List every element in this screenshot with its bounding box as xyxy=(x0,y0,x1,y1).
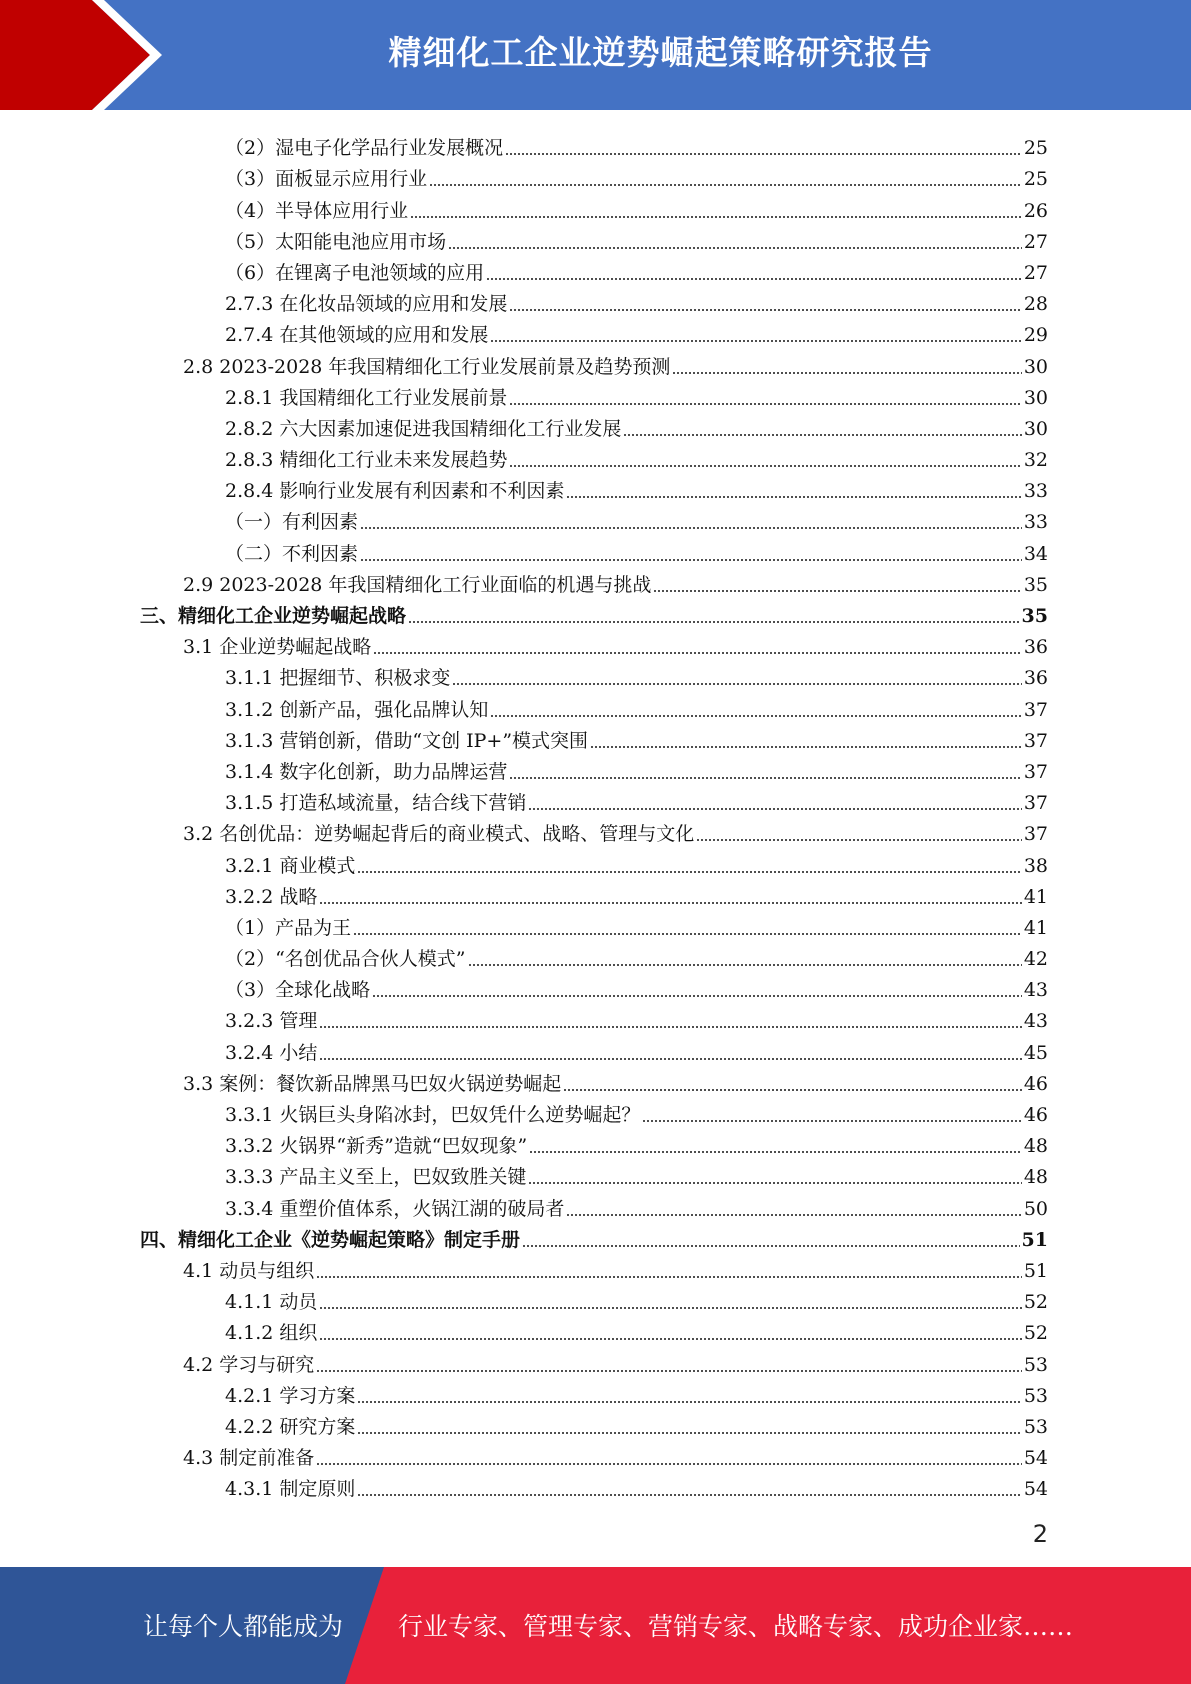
toc-dot-leader xyxy=(357,1494,1021,1496)
toc-entry[interactable] xyxy=(140,565,1048,596)
toc-entry-title: （2）湿电子化学品行业发展概况 xyxy=(225,137,504,160)
toc-entry-page: 41 xyxy=(1023,885,1048,908)
toc-entry-page: 29 xyxy=(1023,324,1048,347)
toc-entry-title: （3）面板显示应用行业 xyxy=(225,168,428,191)
toc-entry-title: 3.2.1 商业模式 xyxy=(225,854,356,877)
toc-dot-leader xyxy=(509,777,1021,779)
toc-dot-leader xyxy=(373,652,1022,654)
toc-entry[interactable] xyxy=(140,658,1048,689)
toc-entry[interactable] xyxy=(140,315,1048,346)
toc-entry[interactable] xyxy=(140,1032,1048,1063)
toc-dot-leader xyxy=(509,403,1021,405)
toc-dot-leader xyxy=(505,153,1022,155)
toc-dot-leader xyxy=(509,465,1021,467)
toc-entry-page: 30 xyxy=(1023,355,1048,378)
toc-entry-title: 3.2 名创优品：逆势崛起背后的商业模式、战略、管理与文化 xyxy=(183,823,695,846)
toc-entry[interactable] xyxy=(140,1064,1048,1095)
toc-dot-leader xyxy=(372,995,1022,997)
toc-entry-title: 2.7.4 在其他领域的应用和发展 xyxy=(225,324,489,347)
toc-entry-title: 3.3 案例：餐饮新品牌黑马巴奴火锅逆势崛起 xyxy=(183,1072,562,1095)
toc-dot-leader xyxy=(319,1058,1021,1060)
toc-entry-page: 42 xyxy=(1023,948,1048,971)
toc-dot-leader xyxy=(357,871,1021,873)
toc-entry-title: 4.2.1 学习方案 xyxy=(225,1384,356,1407)
toc-dot-leader xyxy=(452,683,1021,685)
toc-entry-title: 4.2 学习与研究 xyxy=(183,1353,315,1376)
toc-entry-page: 46 xyxy=(1023,1072,1048,1095)
toc-dot-leader xyxy=(353,933,1022,935)
toc-entry[interactable] xyxy=(140,1376,1048,1407)
toc-entry[interactable] xyxy=(140,346,1048,377)
toc-entry-page: 53 xyxy=(1023,1384,1048,1407)
toc-entry-page: 52 xyxy=(1023,1322,1048,1345)
toc-entry[interactable] xyxy=(140,1407,1048,1438)
toc-dot-leader xyxy=(590,746,1022,748)
toc-entry-title: 2.8.1 我国精细化工行业发展前景 xyxy=(225,386,508,409)
toc-entry[interactable] xyxy=(140,409,1048,440)
toc-entry[interactable] xyxy=(140,752,1048,783)
toc-dot-leader xyxy=(357,1401,1021,1403)
toc-entry-page: 33 xyxy=(1023,480,1048,503)
toc-entry[interactable] xyxy=(140,502,1048,533)
toc-entry[interactable] xyxy=(140,1313,1048,1344)
toc-dot-leader xyxy=(566,496,1021,498)
toc-entry-page: 35 xyxy=(1021,605,1048,627)
toc-entry-title: 3.1.1 把握细节、积极求变 xyxy=(225,667,451,690)
toc-entry-title: 3.2.4 小结 xyxy=(225,1041,318,1064)
toc-entry[interactable] xyxy=(140,471,1048,502)
toc-entry[interactable] xyxy=(140,1251,1048,1282)
toc-entry-title: 3.1.2 创新产品，强化品牌认知 xyxy=(225,698,489,721)
toc-entry-title: （4）半导体应用行业 xyxy=(225,199,409,222)
toc-dot-leader xyxy=(319,902,1021,904)
toc-dot-leader xyxy=(566,1214,1021,1216)
toc-entry-title: 2.8 2023-2028 年我国精细化工行业发展前景及趋势预测 xyxy=(183,355,671,378)
toc-entry[interactable] xyxy=(140,253,1048,284)
toc-dot-leader xyxy=(448,247,1022,249)
toc-entry-page: 27 xyxy=(1023,261,1048,284)
toc-entry[interactable] xyxy=(140,284,1048,315)
toc-dot-leader xyxy=(319,1338,1021,1340)
toc-dot-leader xyxy=(316,1463,1022,1465)
toc-entry-title: 3.2.3 管理 xyxy=(225,1010,318,1033)
toc-entry[interactable] xyxy=(140,970,1048,1001)
toc-entry-title: 3.3.3 产品主义至上，巴奴致胜关键 xyxy=(225,1166,527,1189)
table-of-contents xyxy=(140,128,1048,1500)
toc-dot-leader xyxy=(316,1276,1022,1278)
toc-entry[interactable] xyxy=(140,783,1048,814)
toc-entry-title: 4.3 制定前准备 xyxy=(183,1447,315,1470)
toc-entry[interactable] xyxy=(140,1095,1048,1126)
toc-entry-page: 37 xyxy=(1023,698,1048,721)
toc-entry-page: 33 xyxy=(1023,511,1048,534)
toc-entry[interactable] xyxy=(140,1001,1048,1032)
toc-entry-title: 2.9 2023-2028 年我国精细化工行业面临的机遇与挑战 xyxy=(183,573,652,596)
toc-dot-leader xyxy=(490,340,1021,342)
toc-entry-page: 28 xyxy=(1023,293,1048,316)
toc-entry-title: （3）全球化战略 xyxy=(225,979,371,1002)
toc-entry[interactable] xyxy=(140,1344,1048,1375)
toc-entry-title: 3.3.4 重塑价值体系，火锅江湖的破局者 xyxy=(225,1197,565,1220)
toc-entry[interactable] xyxy=(140,1438,1048,1469)
toc-entry[interactable] xyxy=(140,939,1048,970)
toc-entry-title: 4.2.2 研究方案 xyxy=(225,1415,356,1438)
toc-dot-leader xyxy=(316,1370,1022,1372)
toc-entry-title: 3.3.1 火锅巨头身陷冰封，巴奴凭什么逆势崛起？ xyxy=(225,1104,641,1126)
toc-entry-title: 2.8.2 六大因素加速促进我国精细化工行业发展 xyxy=(225,417,622,440)
toc-entry[interactable] xyxy=(140,1188,1048,1219)
toc-entry-title: （6）在锂离子电池领域的应用 xyxy=(225,261,485,284)
toc-entry-page: 46 xyxy=(1023,1104,1048,1126)
toc-entry[interactable] xyxy=(140,533,1048,564)
toc-entry[interactable] xyxy=(140,190,1048,221)
toc-entry[interactable] xyxy=(140,845,1048,876)
toc-dot-leader xyxy=(319,1307,1021,1309)
toc-entry[interactable] xyxy=(140,378,1048,409)
toc-dot-leader xyxy=(522,1245,1020,1247)
toc-entry-page: 35 xyxy=(1023,573,1048,596)
toc-entry[interactable] xyxy=(140,1126,1048,1157)
toc-entry-page: 34 xyxy=(1023,542,1048,565)
header-band xyxy=(0,0,1191,110)
toc-entry-page: 48 xyxy=(1023,1135,1048,1158)
toc-dot-leader xyxy=(429,184,1022,186)
toc-dot-leader xyxy=(360,527,1022,529)
footer-slogan-right: 行业专家、管理专家、营销专家、战略专家、成功企业家…… xyxy=(398,1612,1074,1641)
toc-dot-leader xyxy=(410,216,1022,218)
toc-entry[interactable] xyxy=(140,159,1048,190)
toc-entry[interactable] xyxy=(140,877,1048,908)
toc-entry-page: 48 xyxy=(1023,1166,1048,1189)
footer-band xyxy=(0,1567,1191,1684)
toc-entry-page: 32 xyxy=(1023,449,1048,472)
toc-entry-page: 27 xyxy=(1023,230,1048,253)
toc-entry-page: 30 xyxy=(1023,386,1048,409)
toc-entry-page: 30 xyxy=(1023,417,1048,440)
toc-dot-leader xyxy=(563,1089,1022,1091)
toc-dot-leader xyxy=(357,1432,1021,1434)
toc-entry[interactable] xyxy=(140,689,1048,720)
report-title: 精细化工企业逆势崛起策略研究报告 xyxy=(388,33,933,72)
toc-dot-leader xyxy=(528,808,1021,810)
toc-dot-leader xyxy=(360,559,1022,561)
toc-entry[interactable] xyxy=(140,440,1048,471)
toc-entry-page: 37 xyxy=(1023,792,1048,815)
toc-entry[interactable] xyxy=(140,721,1048,752)
toc-entry-page: 54 xyxy=(1023,1478,1048,1501)
toc-entry-page: 37 xyxy=(1023,760,1048,783)
toc-entry[interactable] xyxy=(140,1220,1048,1251)
toc-entry-title: 四、精细化工企业《逆势崛起策略》制定手册 xyxy=(140,1228,521,1251)
toc-entry[interactable] xyxy=(140,1157,1048,1188)
toc-entry-page: 25 xyxy=(1023,137,1048,160)
toc-entry-title: 4.1 动员与组织 xyxy=(183,1259,315,1282)
toc-entry[interactable] xyxy=(140,814,1048,845)
toc-entry-page: 54 xyxy=(1023,1447,1048,1470)
toc-entry-page: 43 xyxy=(1023,979,1048,1002)
toc-entry-page: 51 xyxy=(1023,1259,1048,1282)
toc-entry[interactable] xyxy=(140,596,1048,627)
toc-entry[interactable] xyxy=(140,1469,1048,1500)
toc-entry-page: 26 xyxy=(1023,199,1048,222)
toc-dot-leader xyxy=(623,434,1021,436)
toc-entry-title: 3.1 企业逆势崛起战略 xyxy=(183,636,372,659)
toc-entry-page: 53 xyxy=(1023,1415,1048,1438)
toc-entry-title: 3.3.2 火锅界“新秀”造就“巴奴现象” xyxy=(225,1135,528,1158)
toc-dot-leader xyxy=(490,715,1021,717)
toc-entry-title: （二）不利因素 xyxy=(225,542,359,565)
toc-entry-page: 52 xyxy=(1023,1291,1048,1314)
toc-entry-page: 38 xyxy=(1023,854,1048,877)
toc-dot-leader xyxy=(468,964,1022,966)
toc-entry-title: 4.1.1 动员 xyxy=(225,1291,318,1314)
toc-entry-page: 41 xyxy=(1023,916,1048,939)
toc-dot-leader xyxy=(696,839,1022,841)
toc-entry-page: 50 xyxy=(1023,1197,1048,1220)
toc-dot-leader xyxy=(486,278,1022,280)
toc-dot-leader xyxy=(529,1151,1022,1153)
toc-entry-page: 25 xyxy=(1023,168,1048,191)
toc-entry-title: 3.1.3 营销创新，借助“文创 IP+”模式突围 xyxy=(225,729,589,752)
toc-entry-title: 3.2.2 战略 xyxy=(225,885,318,908)
toc-entry-page: 43 xyxy=(1023,1010,1048,1033)
toc-entry-title: （1）产品为王 xyxy=(225,916,352,939)
toc-entry[interactable] xyxy=(140,908,1048,939)
footer-slogan-left: 让每个人都能成为 xyxy=(143,1612,344,1641)
toc-dot-leader xyxy=(672,372,1021,374)
toc-entry-page: 45 xyxy=(1023,1041,1048,1064)
toc-entry-title: 3.1.5 打造私域流量，结合线下营销 xyxy=(225,792,527,815)
toc-entry-title: 2.8.3 精细化工行业未来发展趋势 xyxy=(225,449,508,472)
toc-entry-page: 36 xyxy=(1023,667,1048,690)
toc-entry-page: 37 xyxy=(1023,729,1048,752)
toc-entry-title: 三、精细化工企业逆势崛起战略 xyxy=(140,605,407,627)
toc-entry-page: 36 xyxy=(1023,636,1048,659)
toc-dot-leader xyxy=(653,590,1021,592)
toc-dot-leader xyxy=(528,1182,1021,1184)
toc-entry[interactable] xyxy=(140,1282,1048,1313)
toc-entry-title: 4.3.1 制定原则 xyxy=(225,1478,356,1501)
toc-entry[interactable] xyxy=(140,128,1048,159)
toc-dot-leader xyxy=(509,309,1021,311)
toc-dot-leader xyxy=(319,1026,1021,1028)
toc-entry-title: （2）“名创优品合伙人模式” xyxy=(225,948,466,971)
page-number: 2 xyxy=(1032,1520,1048,1548)
toc-entry-page: 53 xyxy=(1023,1353,1048,1376)
toc-entry-title: （一）有利因素 xyxy=(225,511,359,534)
toc-entry-page: 37 xyxy=(1023,823,1048,846)
toc-entry[interactable] xyxy=(140,627,1048,658)
toc-dot-leader xyxy=(642,1120,1021,1122)
toc-entry-title: （5）太阳能电池应用市场 xyxy=(225,230,447,253)
toc-entry[interactable] xyxy=(140,222,1048,253)
toc-dot-leader xyxy=(408,621,1020,623)
toc-entry-title: 4.1.2 组织 xyxy=(225,1322,318,1345)
toc-entry-title: 2.7.3 在化妆品领域的应用和发展 xyxy=(225,293,508,316)
toc-entry-page: 51 xyxy=(1021,1228,1048,1251)
toc-entry-title: 3.1.4 数字化创新，助力品牌运营 xyxy=(225,760,508,783)
toc-entry-title: 2.8.4 影响行业发展有利因素和不利因素 xyxy=(225,480,565,503)
